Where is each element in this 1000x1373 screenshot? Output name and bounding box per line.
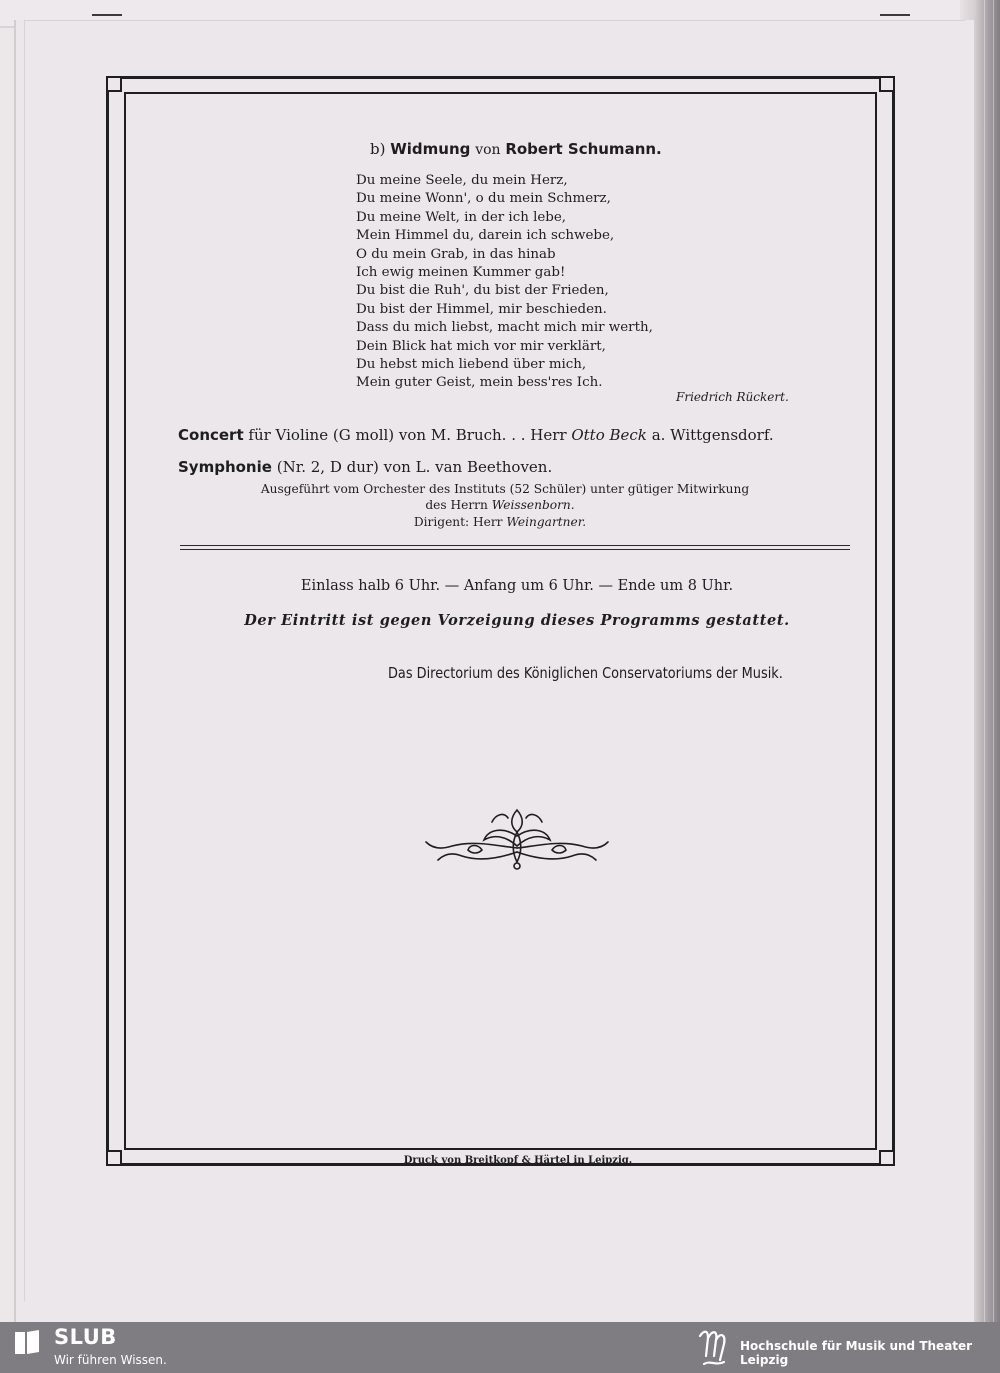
slub-name: SLUB [54, 1325, 117, 1349]
poem-text [356, 172, 653, 393]
ornament-fragment [92, 0, 122, 16]
poem-line: Du hebst mich liebend über mich, [356, 357, 587, 373]
poem-line: Dein Blick hat mich vor mir verklärt, [356, 338, 606, 354]
poem-line: Mein guter Geist, mein bess'res Ich. [356, 375, 603, 391]
composer-name: Robert Schumann. [505, 140, 662, 158]
poem-line: Mein Himmel du, darein ich schwebe, [356, 228, 615, 244]
admission-notice: Der Eintritt ist gegen Vorzeigung dieses Programms gestattet. [244, 612, 790, 629]
poem-line: Du meine Wonn', o du mein Schmerz, [356, 191, 611, 207]
directorium-signature: Das Directorium des Königlichen Conservatoriums der Musik. [388, 664, 783, 682]
concert-description: für Violine (G moll) von M. Bruch. . . Herr [248, 426, 567, 444]
concert-entry [178, 426, 774, 444]
poet-credit: Friedrich Rückert. [676, 390, 789, 404]
flourish-ornament [422, 800, 612, 880]
divider-rule [180, 549, 850, 550]
von-text: von [475, 142, 501, 158]
conductor-line: Dirigent: Herr Weingartner. [413, 515, 587, 529]
poem-line: Du bist der Himmel, mir beschieden. [356, 301, 607, 317]
performer-origin: a. Wittgensdorf. [651, 426, 774, 444]
performer-name: Otto Beck [571, 426, 647, 444]
frame-corner [106, 76, 122, 92]
execution-line: Ausgeführt vom Orchester des Instituts (52 Schüler) unter gütiger Mitwirkung [260, 482, 750, 496]
assistant-name: Weissenborn. [491, 498, 575, 512]
hmt-name: Hochschule für Musik und Theater Leipzig [740, 1339, 973, 1367]
printer-imprint: Druck von Breitkopf & Härtel in Leipzig. [403, 1155, 633, 1166]
scan-left-margin [0, 0, 14, 1322]
poem-line: Ich ewig meinen Kummer gab! [356, 265, 566, 281]
poem-line: Dass du mich liebst, macht mich mir werth, [356, 320, 653, 336]
song-title: Widmung [390, 140, 471, 158]
poem-line: Du meine Welt, in der ich lebe, [356, 209, 567, 225]
song-heading [370, 140, 662, 158]
symphony-title: Symphonie [178, 458, 272, 476]
poem-line: Du meine Seele, du mein Herz, [356, 173, 568, 188]
slub-logo-icon [13, 1328, 43, 1358]
symphony-description: (Nr. 2, D dur) von L. van Beethoven. [276, 458, 553, 476]
poem-line: O du mein Grab, in das hinab [356, 246, 556, 262]
hmt-logo-icon [694, 1326, 730, 1368]
digitization-footer [0, 1322, 1000, 1373]
conductor-name: Weingartner. [506, 515, 587, 529]
concert-title: Concert [178, 426, 244, 444]
divider-rule [180, 545, 850, 546]
slub-tagline: Wir führen Wissen. [54, 1353, 167, 1367]
execution-line: des Herrn Weissenborn. [425, 498, 575, 512]
symphony-entry [178, 458, 552, 476]
poem-line: Du bist die Ruh', du bist der Frieden, [356, 283, 609, 299]
schedule-text: Einlass halb 6 Uhr. — Anfang um 6 Uhr. — Ende um 8 Uhr. [300, 578, 734, 594]
item-label: b) [370, 140, 386, 158]
ornament-fragment [880, 0, 910, 16]
frame-corner [879, 76, 895, 92]
